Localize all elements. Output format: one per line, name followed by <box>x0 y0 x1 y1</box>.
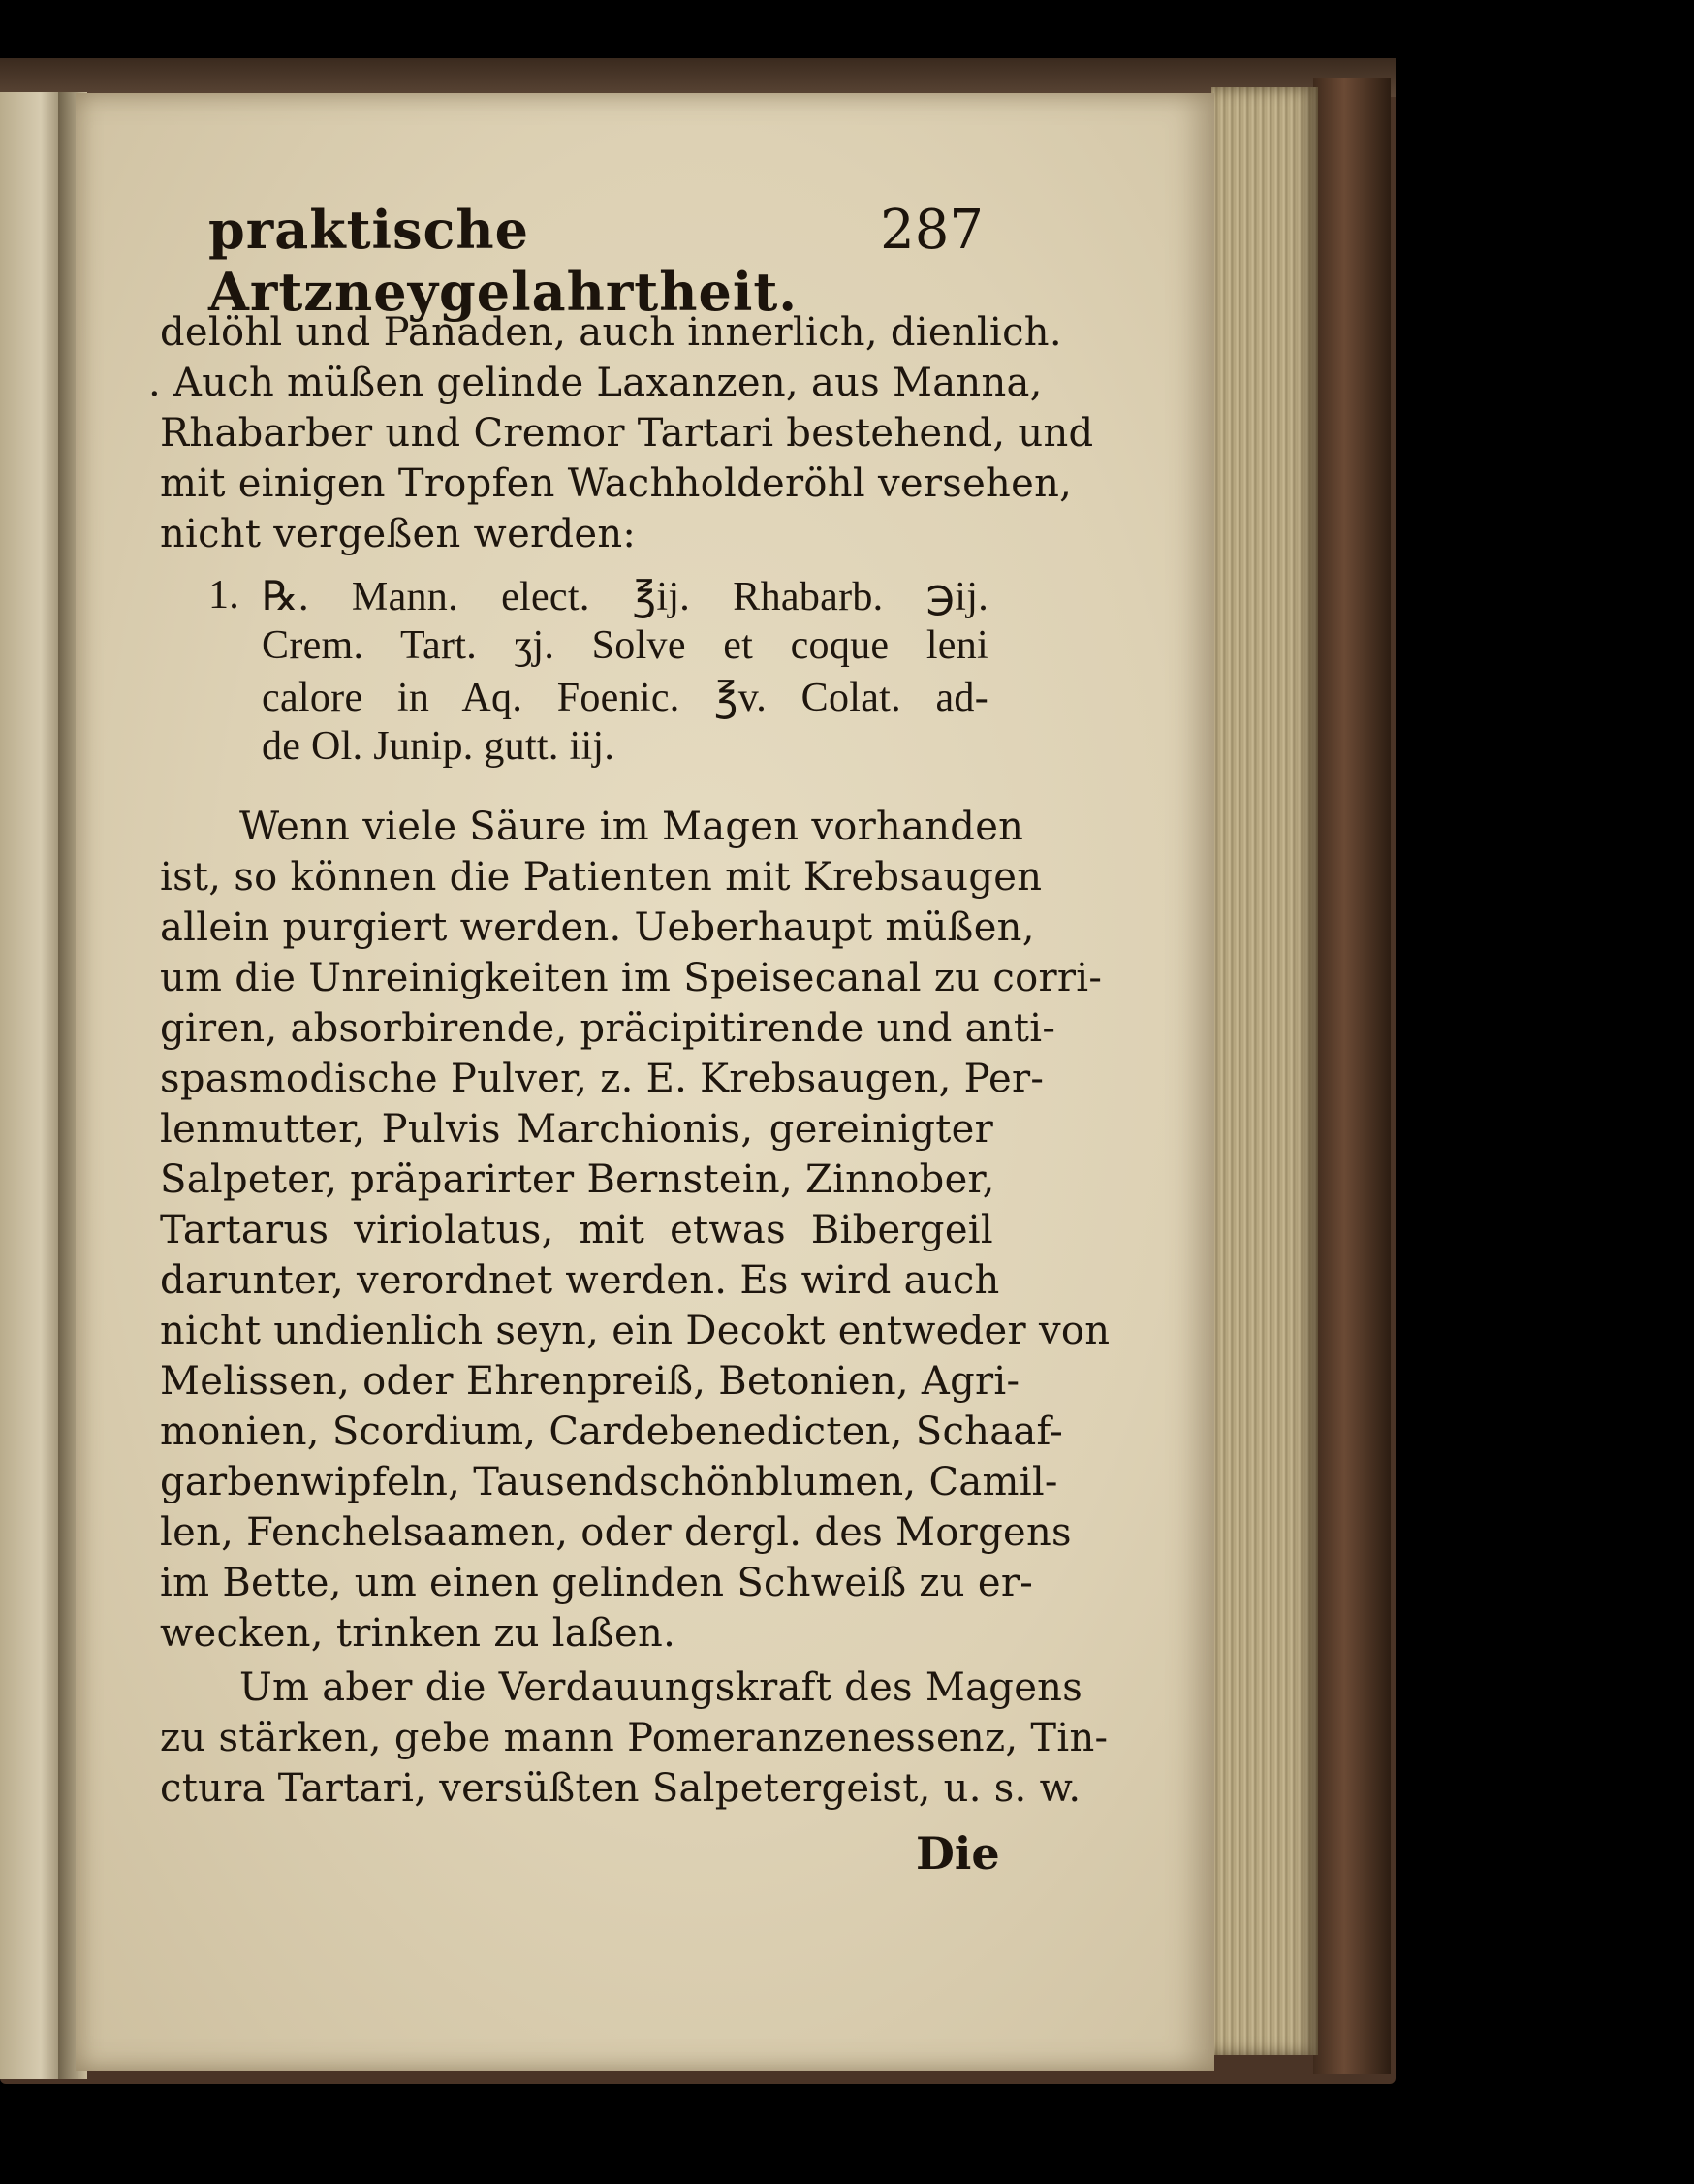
text-line: um die Unreinigkeiten im Speisecanal zu corri- <box>160 956 1103 1000</box>
recipe-line: calore in Aq. Foenic. ℥v. Colat. ad- <box>262 676 988 720</box>
text-line: ist, so können die Patienten mit Krebsaugen <box>160 855 1043 900</box>
page-fore-edge <box>1211 87 1318 2055</box>
text-line: delöhl und Panaden, auch innerlich, dienlich. <box>160 310 1062 355</box>
text-line: len, Fenchelsaamen, oder dergl. des Morgens <box>160 1510 1072 1555</box>
recipe-line: ℞. Mann. elect. ℥ij. Rhabarb. ℈ij. <box>262 575 988 619</box>
page-number: 287 <box>880 199 984 262</box>
text-line: Tartarus viriolatus, mit etwas Bibergeil <box>160 1208 993 1252</box>
text-line: Melissen, oder Ehrenpreiß, Betonien, Agri- <box>160 1359 1020 1404</box>
text-line: . Auch müßen gelinde Laxanzen, aus Manna, <box>148 361 1043 405</box>
catchword: Die <box>916 1827 1000 1880</box>
text-line: wecken, trinken zu laßen. <box>160 1611 676 1656</box>
book-top-edge <box>0 58 1396 97</box>
text-line: lenmutter, Pulvis Marchionis, gereinigter <box>160 1107 993 1152</box>
text-line: Rhabarber und Cremor Tartari bestehend, und <box>160 411 1094 456</box>
recipe-number: 1. <box>208 573 240 617</box>
text-line: giren, absorbirende, präcipitirende und anti- <box>160 1006 1056 1051</box>
book-spine-edge <box>1313 78 1391 2074</box>
text-line: spasmodische Pulver, z. E. Krebsaugen, Per- <box>160 1057 1045 1101</box>
text-line: Salpeter, präparirter Bernstein, Zinnober, <box>160 1157 995 1202</box>
text-line: darunter, verordnet werden. Es wird auch <box>160 1258 1000 1303</box>
text-line: zu stärken, gebe mann Pomeranzenessenz, Tin- <box>160 1716 1109 1760</box>
text-line: im Bette, um einen gelinden Schweiß zu er- <box>160 1561 1034 1605</box>
text-line: nicht vergeßen werden: <box>160 512 637 556</box>
page-header <box>208 199 984 323</box>
running-title: praktische Artzneygelahrtheit. <box>208 199 799 323</box>
text-line: mit einigen Tropfen Wachholderöhl versehen, <box>160 461 1073 506</box>
text-line: garbenwipfeln, Tausendschönblumen, Camil- <box>160 1460 1058 1504</box>
recipe-line: Crem. Tart. ʒj. Solve et coque leni <box>262 623 988 668</box>
text-line: Wenn viele Säure im Magen vorhanden <box>239 805 1024 849</box>
text-line: ctura Tartari, versüßten Salpetergeist, u. s. w. <box>160 1766 1082 1811</box>
recipe-line: de Ol. Junip. gutt. iij. <box>262 724 615 769</box>
text-line: Um aber die Verdauungskraft des Magens <box>239 1665 1083 1710</box>
text-line: monien, Scordium, Cardebenedicten, Schaaf- <box>160 1409 1064 1454</box>
text-line: nicht undienlich seyn, ein Decokt entweder von <box>160 1309 1111 1353</box>
text-line: allein purgiert werden. Ueberhaupt müßen, <box>160 905 1035 950</box>
